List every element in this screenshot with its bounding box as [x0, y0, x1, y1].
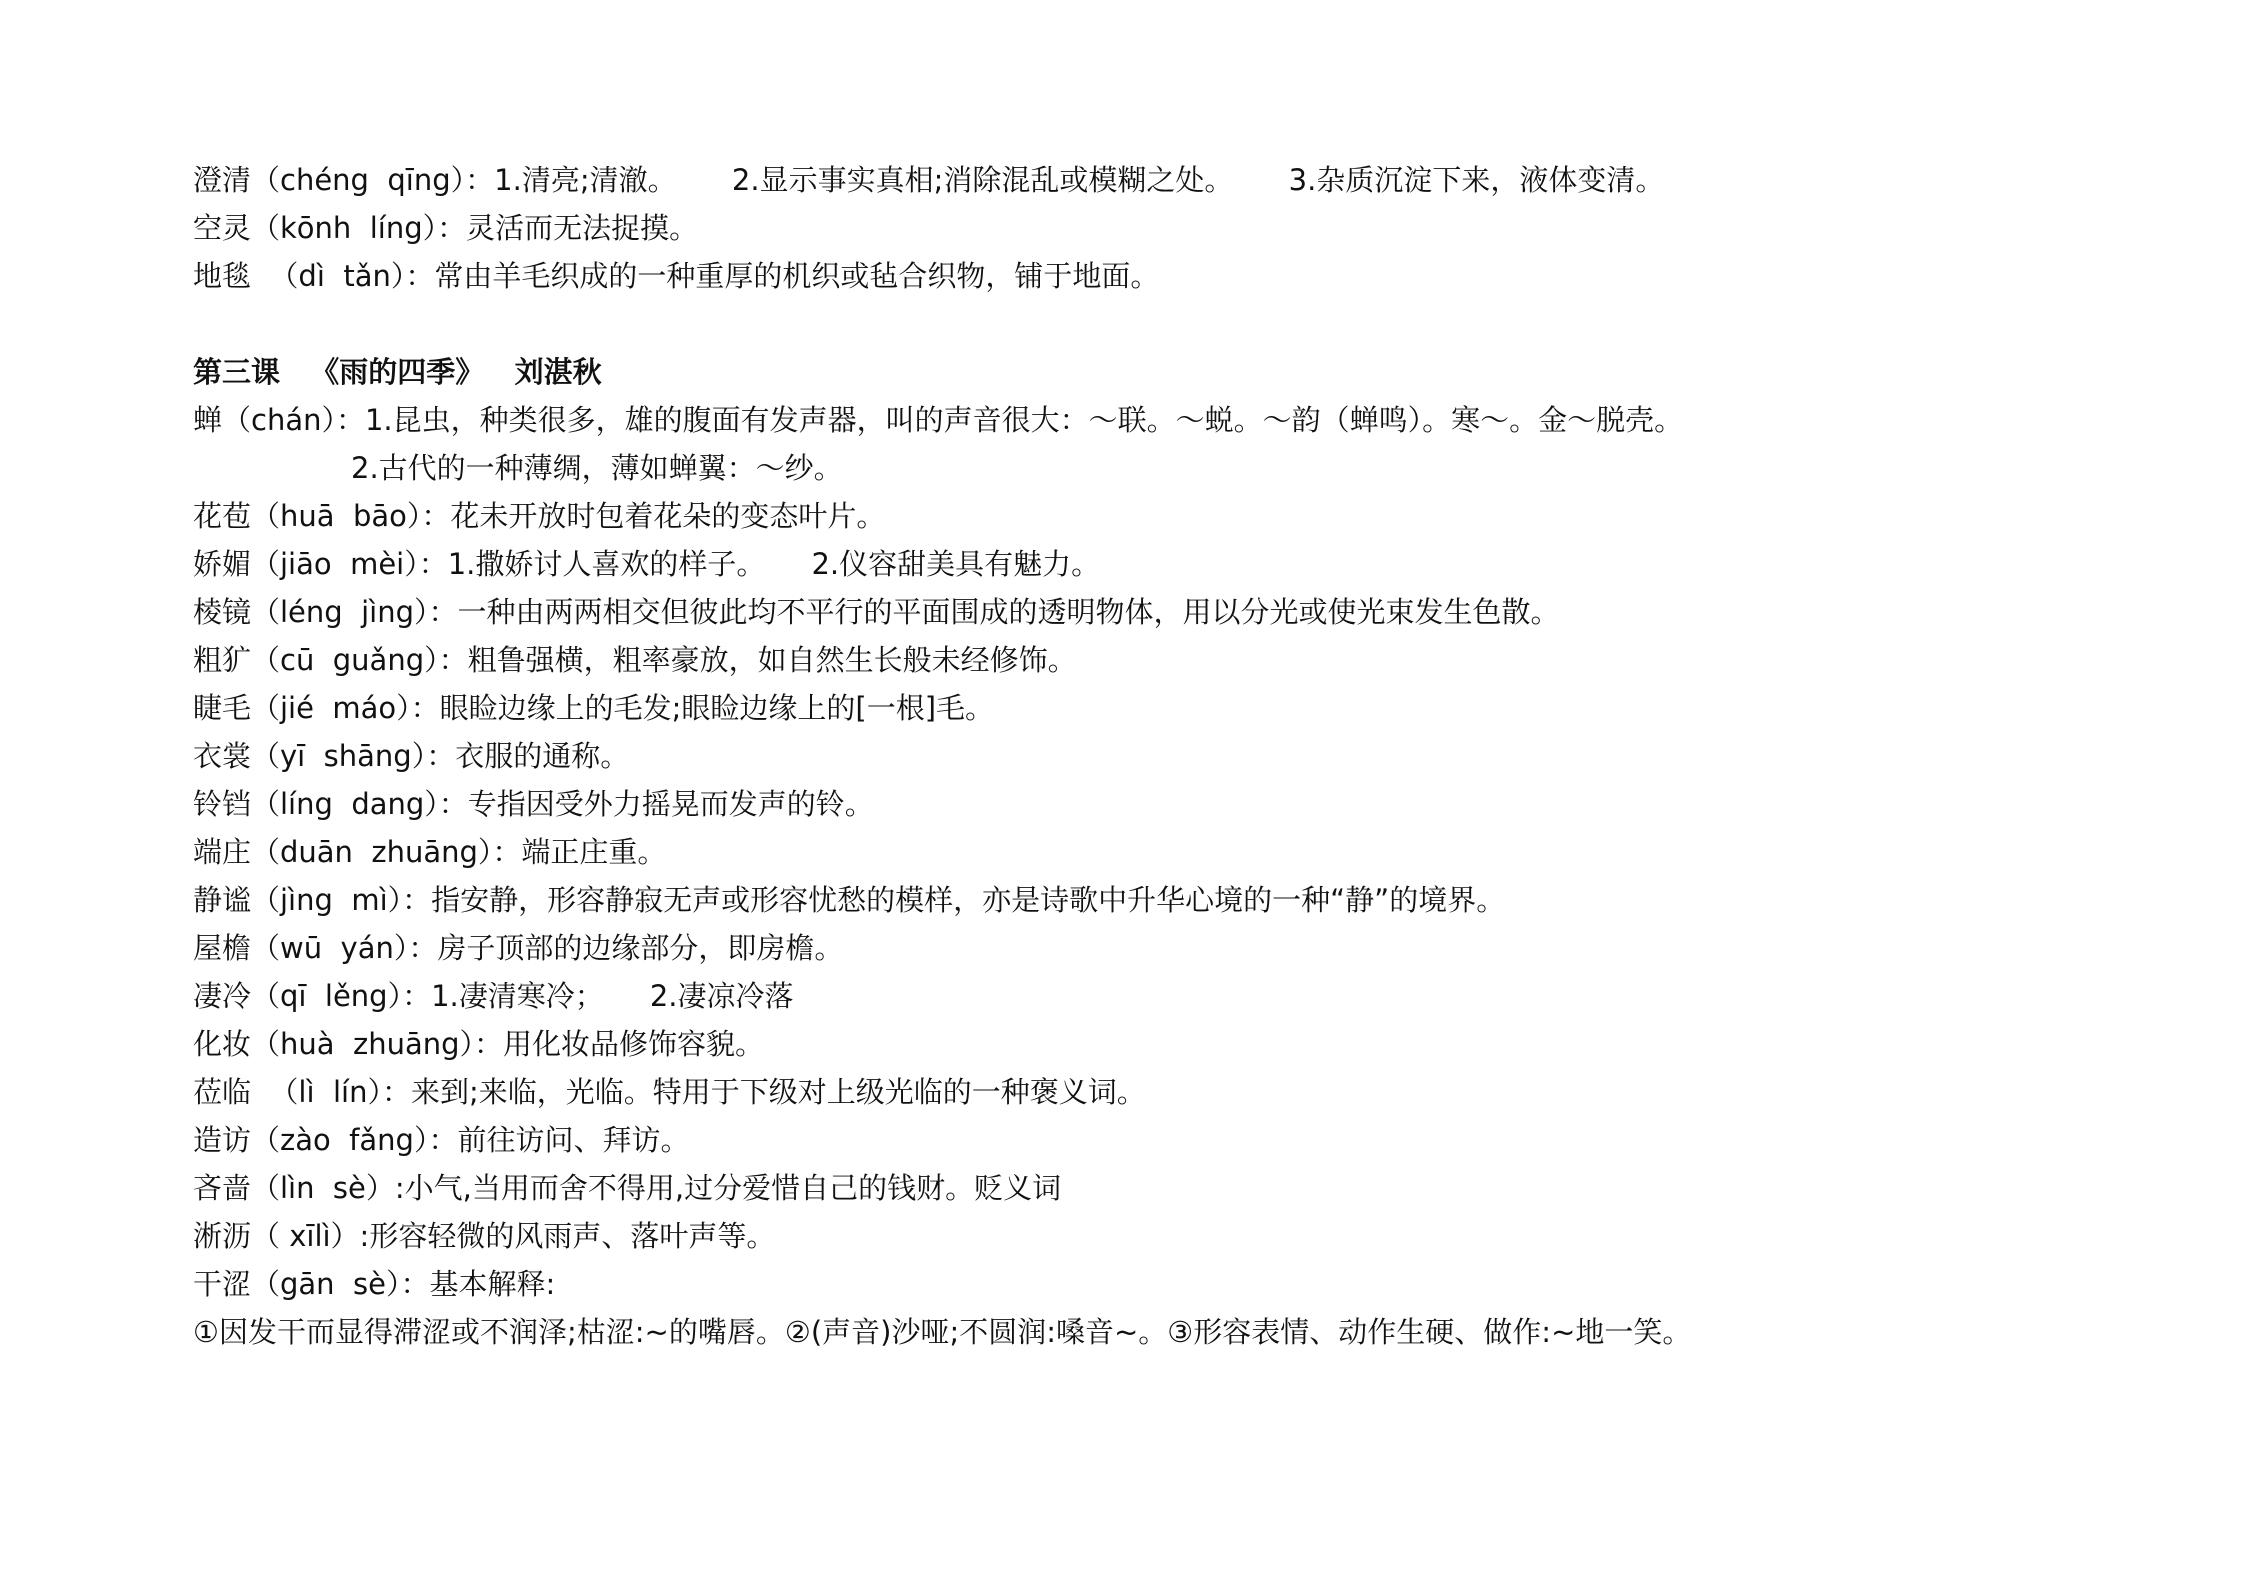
text-line: 淅沥（ xīlì）:形容轻微的风雨声、落叶声等。 — [193, 1219, 776, 1253]
text-line: 2.古代的一种薄绸，薄如蝉翼：～纱。 — [351, 451, 843, 485]
document-body — [193, 156, 2183, 1356]
text-line: 化妆（huà zhuāng）：用化妆品修饰容貌。 — [193, 1027, 765, 1061]
text-line: 空灵（kōnh líng）：灵活而无法捉摸。 — [193, 211, 699, 245]
text-line: 凄冷（qī lěng）：1.凄清寒冷； 2.凄凉冷落 — [193, 979, 794, 1013]
text-line: 造访（zào fǎng）：前往访问、拜访。 — [193, 1123, 690, 1157]
text-line: 地毯 （dì tǎn）：常由羊毛织成的一种重厚的机织或毡合织物，铺于地面。 — [193, 259, 1160, 293]
text-line: 粗犷（cū guǎng）：粗鲁强横，粗率豪放，如自然生长般未经修饰。 — [193, 643, 1077, 677]
text-line: 铃铛（líng dang）：专指因受外力摇晃而发声的铃。 — [193, 787, 874, 821]
text-line: 娇媚（jiāo mèi）：1.撒娇讨人喜欢的样子。 2.仪容甜美具有魅力。 — [193, 547, 1101, 581]
text-line: 衣裳（yī shāng）：衣服的通称。 — [193, 739, 630, 773]
text-line: 端庄（duān zhuāng）：端正庄重。 — [193, 835, 667, 869]
text-line: 吝啬（lìn sè）:小气,当用而舍不得用,过分爱惜自己的钱财。贬义词 — [193, 1171, 1062, 1205]
text-line: 睫毛（jié máo）：眼睑边缘上的毛发;眼睑边缘上的[一根]毛。 — [193, 691, 995, 725]
text-line: 澄清（chéng qīng）：1.清亮;清澈。 2.显示事实真相;消除混乱或模糊之处。 3.杂质沉淀下来，液体变清。 — [193, 163, 1665, 197]
text-line: 棱镜（léng jìng）：一种由两两相交但彼此均不平行的平面围成的透明物体，用以分光或使光束发生色散。 — [193, 595, 1560, 629]
text-line: 花苞（huā bāo）：花未开放时包着花朵的变态叶片。 — [193, 499, 886, 533]
text-line: 干涩（gān sè）：基本解释: — [193, 1267, 556, 1301]
lesson-heading: 第三课 《雨的四季》 刘湛秋 — [193, 355, 602, 389]
text-line: 蝉（chán）：1.昆虫，种类很多，雄的腹面有发声器，叫的声音很大：～联。～蜕。～韵（蝉鸣）。寒～。金～脱壳。 — [193, 403, 1684, 437]
text-line: 屋檐（wū yán）：房子顶部的边缘部分，即房檐。 — [193, 931, 844, 965]
blank-line — [193, 300, 2183, 348]
text-line: 静谧（jìng mì）：指安静，形容静寂无声或形容忧愁的模样，亦是诗歌中升华心境的一种“静”的境界。 — [193, 883, 1506, 917]
text-line: ①因发干而显得滞涩或不润泽;枯涩:~的嘴唇。②(声音)沙哑;不圆润:嗓音~。③形容表情、动作生硬、做作:~地一笑。 — [193, 1315, 1692, 1349]
text-line: 莅临 （lì lín）：来到;来临，光临。特用于下级对上级光临的一种褒义词。 — [193, 1075, 1146, 1109]
